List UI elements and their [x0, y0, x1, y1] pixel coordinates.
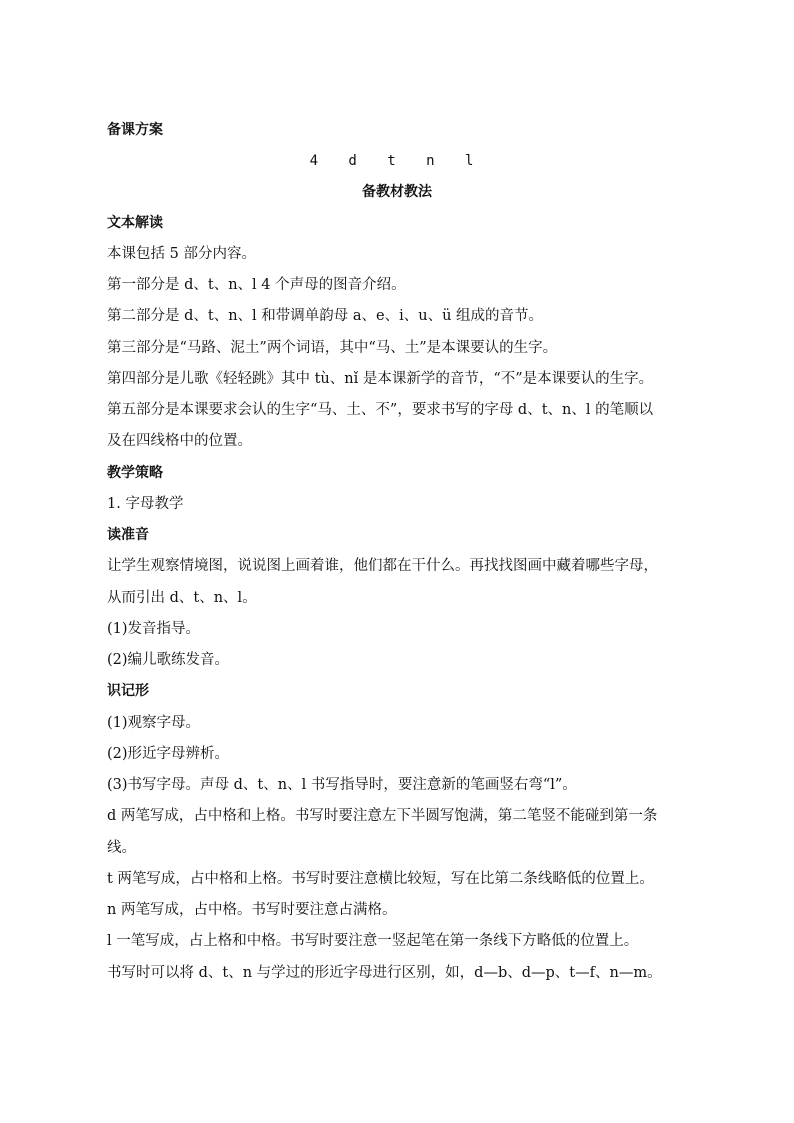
paragraph: 第五部分是本课要求会认的生字“马、土、不”，要求书写的字母 d、t、n、l 的笔顺以 [107, 402, 654, 418]
paragraph: 第三部分是“马路、泥土”两个词语，其中“马、土”是本课要认的生字。 [107, 340, 558, 356]
paragraph-continuation: 及在四线格中的位置。 [107, 433, 252, 449]
subheading: 1. 字母教学 [107, 496, 184, 512]
list-item: (3)书写字母。声母 d、t、n、l 书写指导时，要注意新的笔画竖右弯“l”。 [107, 777, 577, 793]
paragraph: 本课包括 5 部分内容。 [107, 246, 256, 262]
list-item: (2)编儿歌练发音。 [107, 652, 230, 668]
paragraph: 第四部分是儿歌《轻轻跳》其中 tù、nǐ 是本课新学的音节，“不”是本课要认的生字。 [107, 371, 654, 387]
header-label: 备课方案 [107, 122, 163, 138]
lesson-title: 4 d t n l [309, 153, 485, 169]
subheading-read: 读准音 [107, 527, 149, 543]
paragraph: 让学生观察情境图，说说图上画着谁，他们都在干什么。再找找图画中藏着哪些字母， [107, 558, 658, 574]
subheading-shape: 识记形 [107, 683, 149, 699]
paragraph-continuation: 线。 [107, 840, 136, 856]
paragraph: 书写时可以将 d、t、n 与学过的形近字母进行区别，如，d—b、d—p、t—f、n—m。 [107, 965, 662, 981]
lesson-subtitle: 备教材教法 [362, 184, 432, 200]
paragraph: 第二部分是 d、t、n、l 和带调单韵母 a、e、i、u、ü 组成的音节。 [107, 308, 544, 324]
paragraph: l 一笔写成，占上格和中格。书写时要注意一竖起笔在第一条线下方略低的位置上。 [107, 933, 639, 949]
paragraph: t 两笔写成，占中格和上格。书写时要注意横比较短，写在比第二条线略低的位置上。 [107, 871, 654, 887]
section-heading-text-reading: 文本解读 [107, 215, 163, 231]
paragraph-continuation: 从而引出 d、t、n、l。 [107, 590, 257, 606]
paragraph: 第一部分是 d、t、n、l 4 个声母的图音介绍。 [107, 277, 406, 293]
list-item: (1)发音指导。 [107, 621, 201, 637]
paragraph: d 两笔写成，占中格和上格。书写时要注意左下半圆写饱满，第二笔竖不能碰到第一条 [107, 808, 658, 824]
section-heading-strategy: 教学策略 [107, 465, 163, 481]
paragraph: n 两笔写成，占中格。书写时要注意占满格。 [107, 902, 397, 918]
list-item: (1)观察字母。 [107, 715, 201, 731]
list-item: (2)形近字母辨析。 [107, 746, 230, 762]
